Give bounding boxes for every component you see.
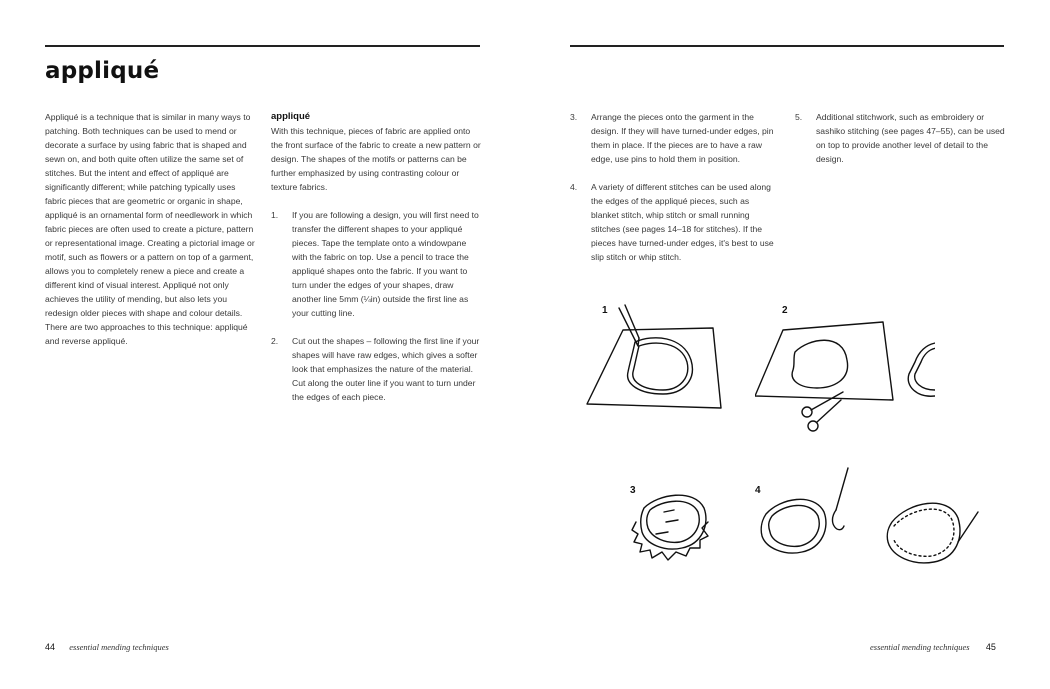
thread-loop	[832, 510, 844, 530]
pin-1	[664, 510, 674, 512]
top-rule-right	[570, 45, 1004, 47]
pin-shape-illustration	[628, 478, 728, 568]
stitching-drop-shape	[761, 499, 826, 553]
step-text: Additional stitchwork, such as embroidery or sashiko stitching (see pages 47–55), can be used on top to provide another level of detail to the design.	[816, 112, 1005, 164]
steps-column-2	[795, 110, 1005, 166]
cut-drop-shape	[908, 343, 935, 397]
step-text: Arrange the pieces onto the garment in the design. If they will have turned-under edges, pin them in place. If the pieces are to have a raw edge, use pins to hold them in position.	[591, 112, 774, 164]
fabric-square	[755, 322, 893, 400]
step-number: 3.	[570, 112, 578, 122]
figure-label-1: 1	[602, 305, 608, 316]
step-1	[271, 208, 481, 320]
top-rule-left	[45, 45, 480, 47]
pinned-drop-shape-inner	[647, 501, 700, 542]
pencil-tip	[635, 338, 639, 346]
pin-3	[656, 532, 668, 534]
step-number: 1.	[271, 210, 279, 220]
page-title: appliqué	[45, 58, 160, 84]
step-number: 2.	[271, 336, 279, 346]
cut-drop-shape-inner	[915, 348, 935, 390]
stitched-drop-shape	[887, 503, 960, 563]
step-text: Cut out the shapes – following the first line if your shapes will have raw edges, which gives a softer look that emphasizes the nature of the material. Cut along the outer line if you want to turn under the edges of each piece.	[292, 336, 480, 402]
step-5	[795, 110, 1005, 166]
figure-label-4: 4	[755, 485, 761, 496]
scissors-handle-a	[802, 407, 812, 417]
step-4	[570, 180, 778, 264]
method-column	[271, 110, 481, 404]
scissors-blade-a	[811, 392, 843, 410]
whip-stitch-edge	[894, 509, 954, 556]
step-number: 4.	[570, 182, 578, 192]
second-needle	[958, 512, 978, 542]
figure-label-3: 3	[630, 485, 636, 496]
pinned-drop-shape	[641, 495, 706, 549]
trace-shape-illustration	[583, 300, 733, 410]
traced-drop-shape	[628, 338, 693, 394]
scissors-handle-b	[808, 421, 818, 431]
footer-left	[45, 642, 169, 652]
page-number: 45	[985, 642, 996, 652]
step-3	[570, 110, 778, 166]
page-number: 44	[45, 642, 56, 652]
traced-drop-shape-inner	[633, 343, 688, 390]
figure-label-2: 2	[782, 305, 788, 316]
step-text: If you are following a design, you will first need to transfer the different shapes to your appliqué pieces. Tape the template onto a windowpane with the fabric on top. Use a pencil to trace the appliqué shapes onto the fabric. If you want to turn under the edges of your shapes, draw another line 5mm (¼in) outside the first line as your cutting line.	[292, 210, 479, 318]
footer-section: essential mending techniques	[69, 642, 169, 652]
cut-shape-illustration	[755, 300, 935, 440]
subheading-paragraph: With this technique, pieces of fabric are applied onto the front surface of the fabric to create a new pattern or design. The shapes of the motifs or patterns can be further emphasized by using contrasting colour or texture fabrics.	[271, 126, 481, 192]
scissors-blade-b	[817, 400, 841, 422]
stitching-drop-shape-inner	[769, 505, 820, 546]
step-number: 5.	[795, 112, 803, 122]
fabric-square	[587, 328, 721, 408]
steps-column-1	[570, 110, 778, 264]
footer-right	[870, 642, 996, 652]
intro-column	[45, 110, 257, 348]
step-text: A variety of different stitches can be used along the edges of the appliqué pieces, such as blanket stitch, whip stitch or small running stitches (see pages 14–18 for stitches). If the pieces have turned-under edges, it's best to use slip stitch or whip stitch.	[591, 182, 774, 262]
subheading: appliqué	[271, 111, 311, 122]
needle	[836, 468, 848, 510]
drawn-drop-shape	[792, 340, 847, 388]
footer-section: essential mending techniques	[870, 642, 970, 652]
stitch-shape-illustration	[752, 462, 992, 572]
intro-paragraph: Appliqué is a technique that is similar in many ways to patching. Both techniques can be used to mend or decorate a surface by using fabric that is shaped and sewn on, and both quite often utilize the same set of stitches. But the intent and effect of appliqué are significantly different; while patching typically uses fabric pieces that are geometric or organic in shape, appliqué is an ornamental form of needlework in which fabric pieces are often used to create a picture, pattern or representational image. Creating a pictorial image or motif, such as flowers or a pattern on top of a garment, allows you to completely renew a piece and create a different kind of visual interest. Appliqué not only achieves the utility of mending, but also lets you redesign older pieces with shape and colour details. There are two approaches to this technique: appliqué and reverse appliqué.	[45, 112, 255, 346]
step-2	[271, 334, 481, 404]
pin-2	[666, 520, 678, 522]
